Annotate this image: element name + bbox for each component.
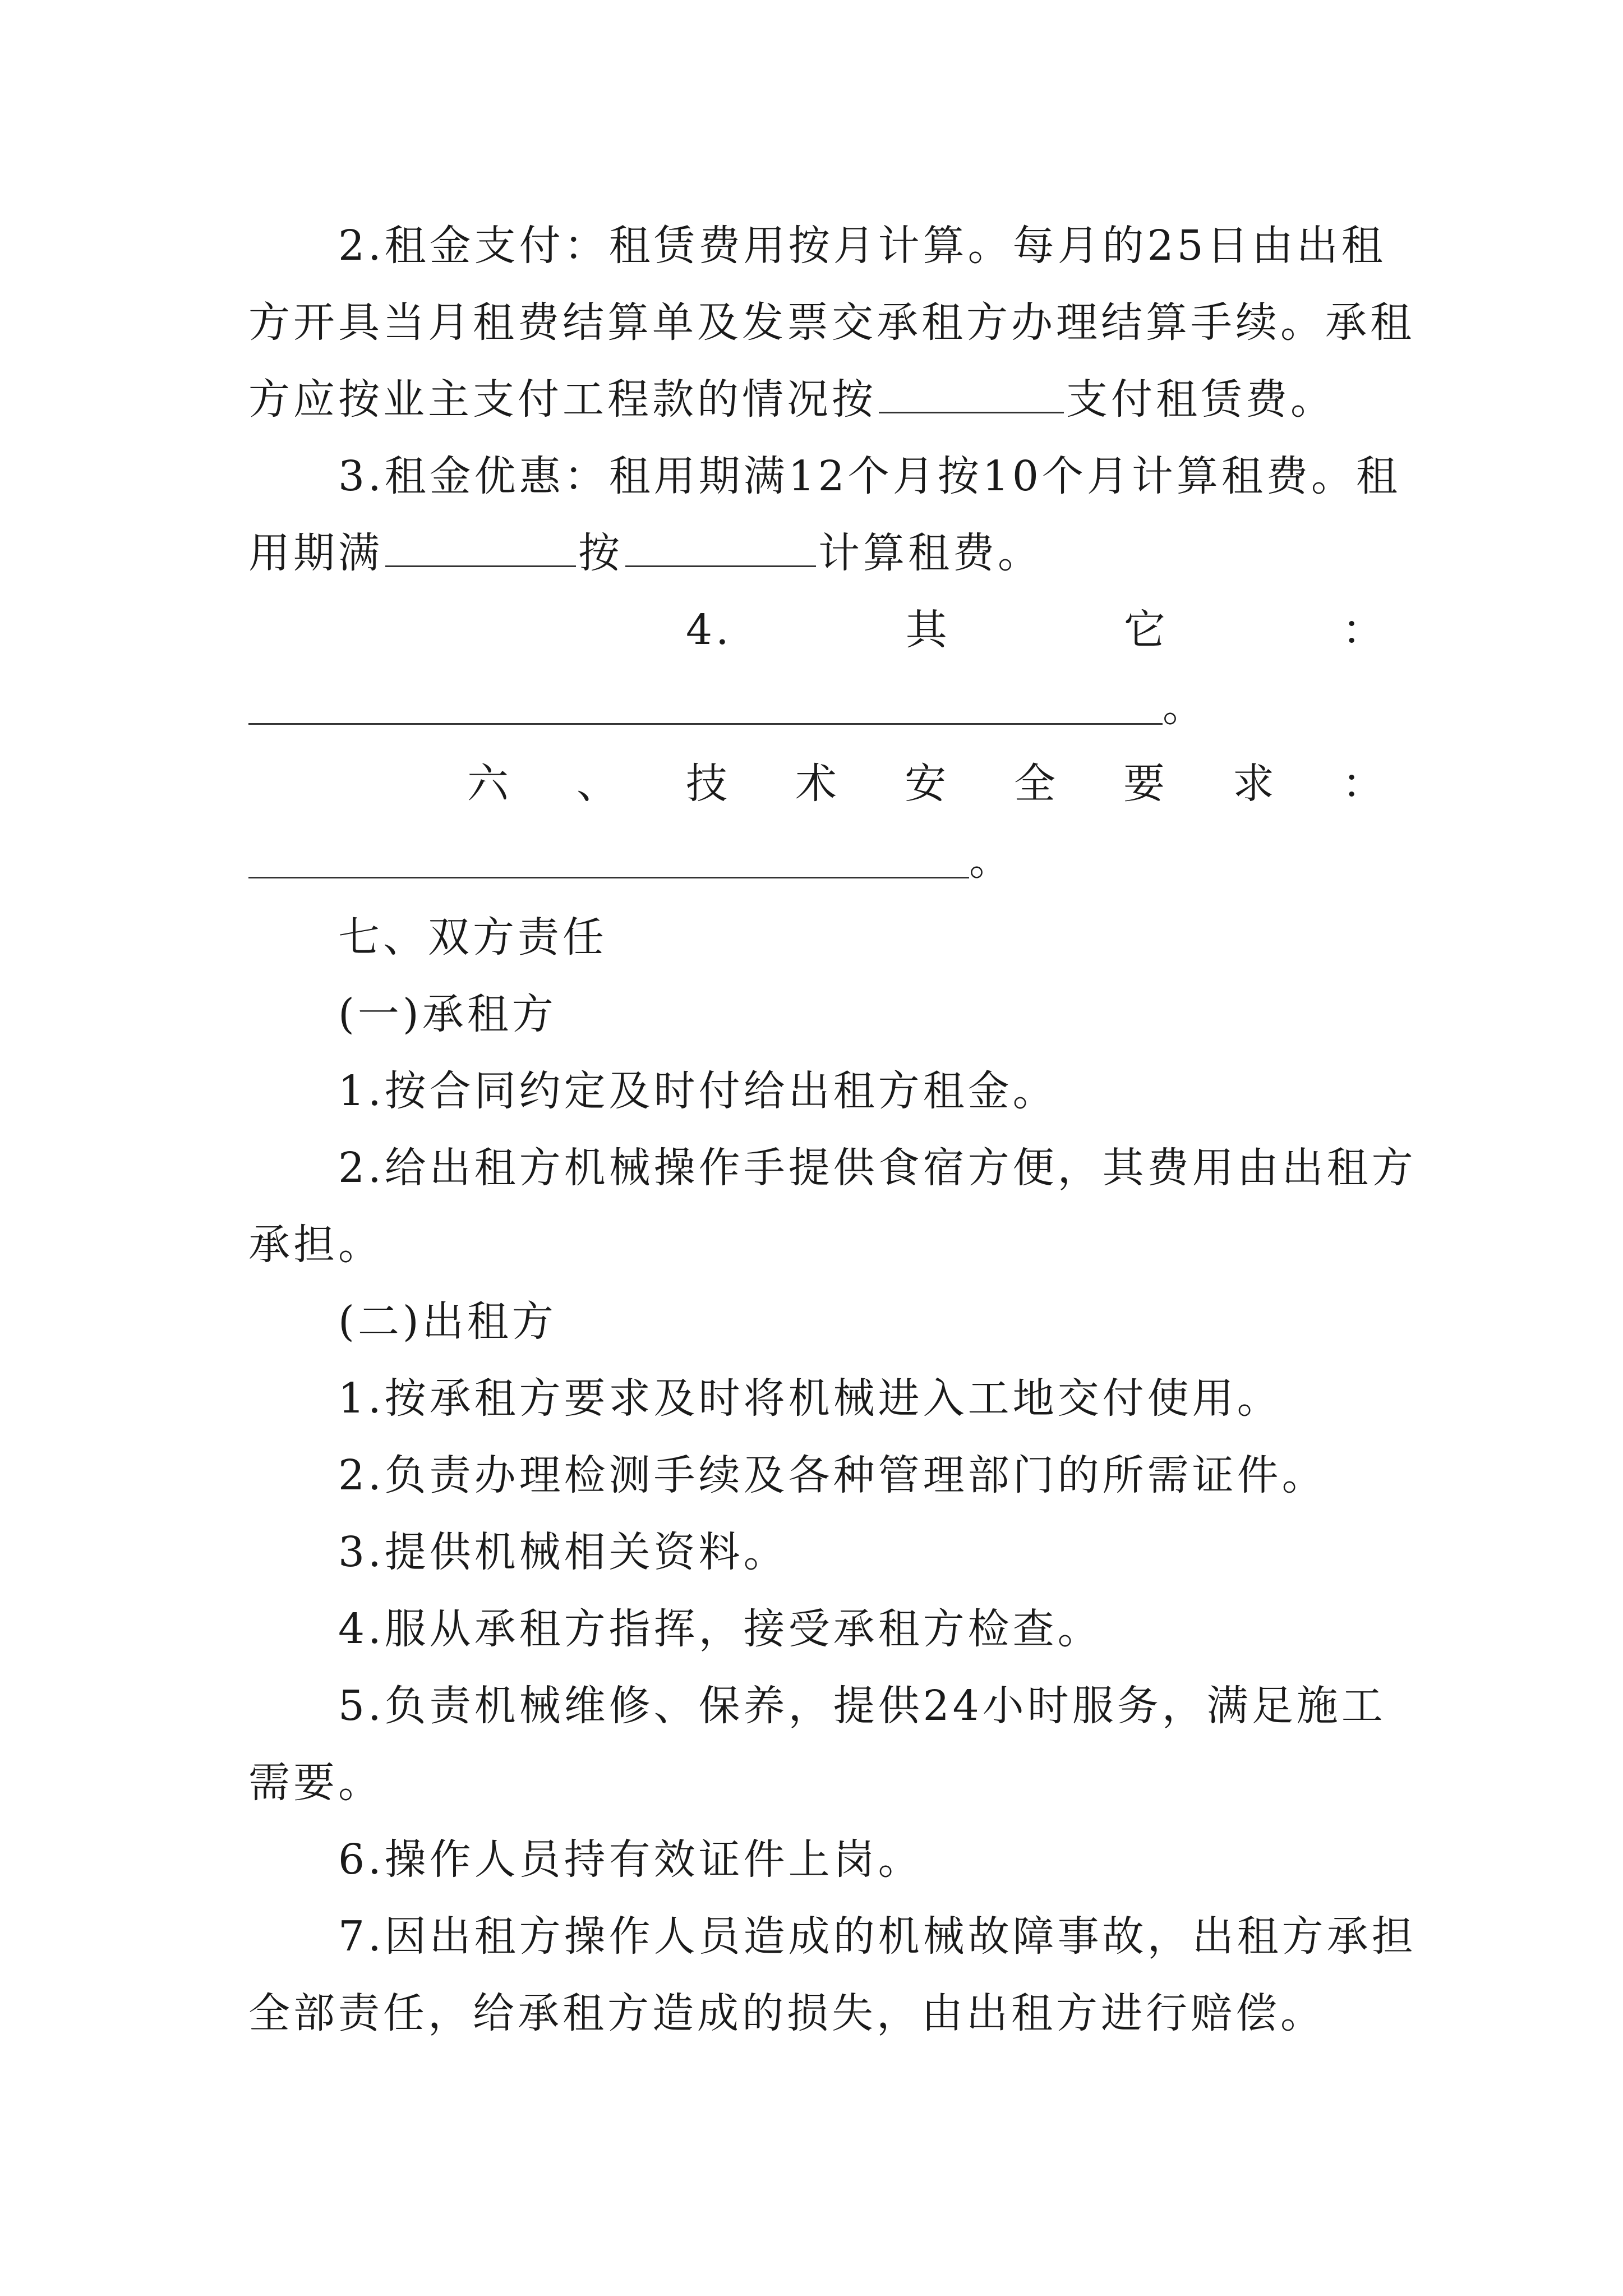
lessor-item-6: 6.操作人员持有效证件上岗。	[338, 1835, 923, 1884]
spread-char: ：	[1342, 760, 1387, 808]
lessor-item-3: 3.提供机械相关资料。	[338, 1528, 789, 1576]
period: 。	[1163, 683, 1207, 731]
paragraph-other-blank-line	[248, 669, 1387, 746]
paragraph-rent-payment-line1: 2.租金支付：租赁费用按月计算。每月的25日由出租	[338, 222, 1386, 270]
spread-char: 技	[686, 760, 731, 808]
section-7-heading: 七、双方责任	[338, 913, 607, 961]
spread-char: 它	[1123, 606, 1169, 654]
text-segment: 计算租费。	[818, 529, 1043, 577]
fill-blank-long	[248, 689, 1163, 725]
lessor-item-2: 2.负责办理检测手续及各种管理部门的所需证件。	[338, 1451, 1327, 1499]
fill-blank	[625, 524, 816, 567]
lessor-item-4: 4.服从承租方指挥，接受承租方检查。	[338, 1605, 1103, 1653]
spread-char: 安	[905, 760, 949, 808]
fill-blank-long	[248, 843, 969, 878]
lessor-item-7-line1: 7.因出租方操作人员造成的机械故障事故，出租方承担	[338, 1912, 1417, 1961]
spread-char: 4.	[686, 606, 732, 654]
spread-char: 其	[905, 606, 951, 654]
text-segment: 支付租赁费。	[1066, 375, 1335, 424]
spread-char: 六	[467, 760, 512, 808]
spread-char: 全	[1014, 760, 1059, 808]
lessee-item-2-line2: 承担。	[248, 1221, 383, 1269]
lessor-item-5-line1: 5.负责机械维修、保养，提供24小时服务，满足施工	[338, 1682, 1386, 1730]
text-segment: 用期满	[248, 529, 383, 577]
text-segment: 按	[578, 529, 623, 577]
spread-char: 术	[795, 760, 840, 808]
period: 。	[969, 836, 1014, 885]
lessee-item-1: 1.按合同约定及时付给出租方租金。	[338, 1067, 1058, 1115]
subsection-lessee-heading: (一)承租方	[338, 990, 557, 1038]
paragraph-rent-payment-line2: 方开具当月租费结算单及发票交承租方办理结算手续。承租	[248, 298, 1415, 347]
paragraph-rent-payment-line3	[248, 361, 1387, 438]
spread-char: 、	[577, 760, 621, 808]
lessor-item-7-line2: 全部责任，给承租方造成的损失，由出租方进行赔偿。	[248, 1989, 1325, 2037]
fill-blank	[879, 370, 1064, 413]
lessee-item-2-line1: 2.给出租方机械操作手提供食宿方便，其费用由出租方	[338, 1144, 1417, 1192]
spread-char: ：	[1341, 606, 1387, 654]
section-6-heading	[248, 746, 1387, 822]
lessor-item-1: 1.按承租方要求及时将机械进入工地交付使用。	[338, 1374, 1282, 1423]
section-6-blank-line	[248, 822, 1387, 899]
spread-char: 要	[1123, 760, 1168, 808]
lessor-item-5-line2: 需要。	[248, 1759, 383, 1807]
paragraph-rent-discount-line1: 3.租金优惠：租用期满12个月按10个月计算租费。租	[338, 452, 1401, 500]
paragraph-other-heading	[248, 592, 1387, 669]
fill-blank	[385, 524, 576, 567]
document-page	[248, 208, 1417, 2052]
paragraph-rent-discount-line2	[248, 515, 1387, 592]
spread-char: 求	[1233, 760, 1278, 808]
text-segment: 方应按业主支付工程款的情况按	[248, 375, 877, 424]
subsection-lessor-heading: (二)出租方	[338, 1297, 557, 1346]
